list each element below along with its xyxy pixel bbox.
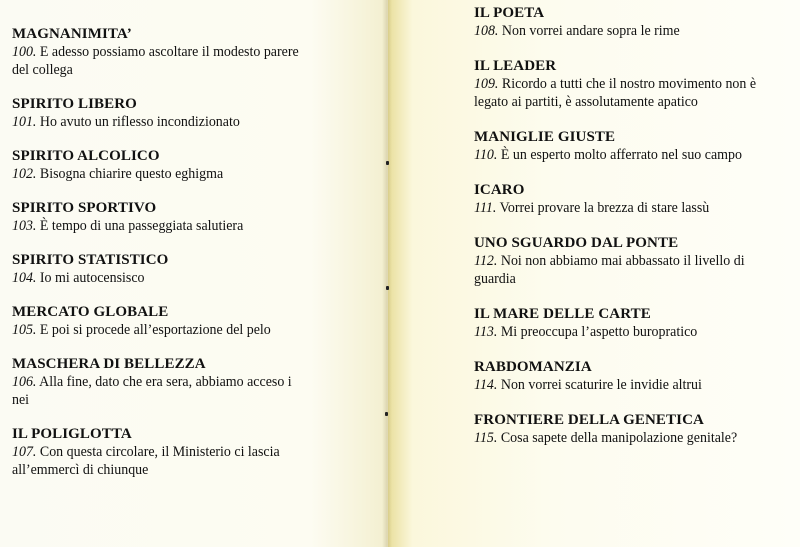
entry-text bbox=[474, 252, 776, 288]
entry-title: IL LEADER bbox=[474, 58, 557, 74]
entry-text bbox=[474, 146, 776, 164]
entry-number: 107. bbox=[12, 444, 37, 460]
entry-text bbox=[474, 323, 776, 341]
entry-title: FRONTIERE DELLA GENETICA bbox=[474, 412, 704, 428]
entry-number: 102. bbox=[12, 166, 37, 182]
entry-title: MANIGLIE GIUSTE bbox=[474, 129, 616, 145]
entry-text bbox=[12, 165, 300, 183]
entry-title: IL MARE DELLE CARTE bbox=[474, 306, 651, 322]
entry-title: MASCHERA DI BELLEZZA bbox=[12, 356, 206, 372]
entry-body: Bisogna chiarire questo eghigma bbox=[36, 166, 224, 182]
entry-text bbox=[474, 429, 776, 447]
entry-body: Non vorrei scaturire le invidie altrui bbox=[497, 377, 702, 393]
entry-number: 103. bbox=[12, 218, 37, 234]
entry-body: Mi preoccupa l’aspetto buropratico bbox=[497, 324, 698, 340]
entry-title: ICARO bbox=[474, 182, 525, 198]
binding-hole bbox=[385, 412, 388, 416]
entry-body: Con questa circolare, il Ministerio ci lascia all’emmercì di chiunque bbox=[12, 444, 280, 478]
entry-text bbox=[12, 321, 300, 339]
book-gutter bbox=[382, 0, 392, 547]
entry bbox=[12, 148, 388, 183]
entry bbox=[12, 426, 388, 479]
right-page bbox=[388, 0, 800, 547]
entry bbox=[474, 5, 800, 40]
entry bbox=[474, 412, 800, 447]
entry bbox=[12, 304, 388, 339]
entry-text bbox=[12, 443, 300, 479]
entry bbox=[474, 306, 800, 341]
entry-title: RABDOMANZIA bbox=[474, 359, 592, 375]
entry-text bbox=[12, 217, 300, 235]
entry-title: IL POETA bbox=[474, 5, 545, 21]
entry-number: 104. bbox=[12, 270, 37, 286]
entry-title: UNO SGUARDO DAL PONTE bbox=[474, 235, 679, 251]
entry-title: MAGNANIMITA’ bbox=[12, 26, 132, 42]
entry-number: 109. bbox=[474, 76, 499, 92]
entry-number: 115. bbox=[474, 430, 498, 446]
entry-title: IL POLIGLOTTA bbox=[12, 426, 132, 442]
entry-number: 108. bbox=[474, 23, 499, 39]
entry-text bbox=[474, 22, 776, 40]
entry-body: Alla fine, dato che era sera, abbiamo acceso i nei bbox=[12, 374, 292, 408]
entry-number: 111. bbox=[474, 200, 497, 216]
entry bbox=[474, 359, 800, 394]
entry bbox=[12, 252, 388, 287]
entry-text bbox=[474, 199, 776, 217]
entry-body: Io mi autocensisco bbox=[36, 270, 145, 286]
entry bbox=[474, 182, 800, 217]
entry-text bbox=[12, 269, 300, 287]
entry-title: MERCATO GLOBALE bbox=[12, 304, 169, 320]
entry-body: È tempo di una passeggiata salutiera bbox=[36, 218, 244, 234]
entry-body: E adesso possiamo ascoltare il modesto parere del collega bbox=[12, 44, 299, 78]
entry-number: 106. bbox=[12, 374, 37, 390]
entry-number: 105. bbox=[12, 322, 37, 338]
entry-title: SPIRITO ALCOLICO bbox=[12, 148, 160, 164]
entry-body: Non vorrei andare sopra le rime bbox=[498, 23, 680, 39]
entry bbox=[12, 356, 388, 409]
entry bbox=[12, 26, 388, 79]
entry-text bbox=[12, 373, 300, 409]
entry-title: SPIRITO LIBERO bbox=[12, 96, 137, 112]
entry-text bbox=[12, 113, 300, 131]
entry-body: Noi non abbiamo mai abbassato il livello di guardia bbox=[474, 253, 745, 287]
entry bbox=[474, 58, 800, 111]
entry-title: SPIRITO SPORTIVO bbox=[12, 200, 157, 216]
entry-body: È un esperto molto afferrato nel suo campo bbox=[497, 147, 742, 163]
entry-number: 113. bbox=[474, 324, 498, 340]
left-page bbox=[0, 0, 388, 547]
binding-hole bbox=[386, 286, 389, 290]
entry-body: Ho avuto un riflesso incondizionato bbox=[36, 114, 240, 130]
entry-number: 100. bbox=[12, 44, 37, 60]
entry-body: Vorrei provare la brezza di stare lassù bbox=[496, 200, 710, 216]
entry-body: E poi si procede all’esportazione del pelo bbox=[36, 322, 271, 338]
binding-hole bbox=[386, 161, 389, 165]
entry-number: 114. bbox=[474, 377, 498, 393]
entry-number: 101. bbox=[12, 114, 37, 130]
entry-number: 110. bbox=[474, 147, 498, 163]
entry-text bbox=[12, 43, 300, 79]
entry-text bbox=[474, 75, 776, 111]
entry bbox=[474, 129, 800, 164]
entry bbox=[474, 235, 800, 288]
entry bbox=[12, 96, 388, 131]
entry-text bbox=[474, 376, 776, 394]
entry bbox=[12, 200, 388, 235]
entry-title: SPIRITO STATISTICO bbox=[12, 252, 169, 268]
entry-body: Cosa sapete della manipolazione genitale? bbox=[497, 430, 738, 446]
entry-number: 112. bbox=[474, 253, 498, 269]
entry-body: Ricordo a tutti che il nostro movimento non è legato ai partiti, è assolutamente apatico bbox=[474, 76, 757, 110]
